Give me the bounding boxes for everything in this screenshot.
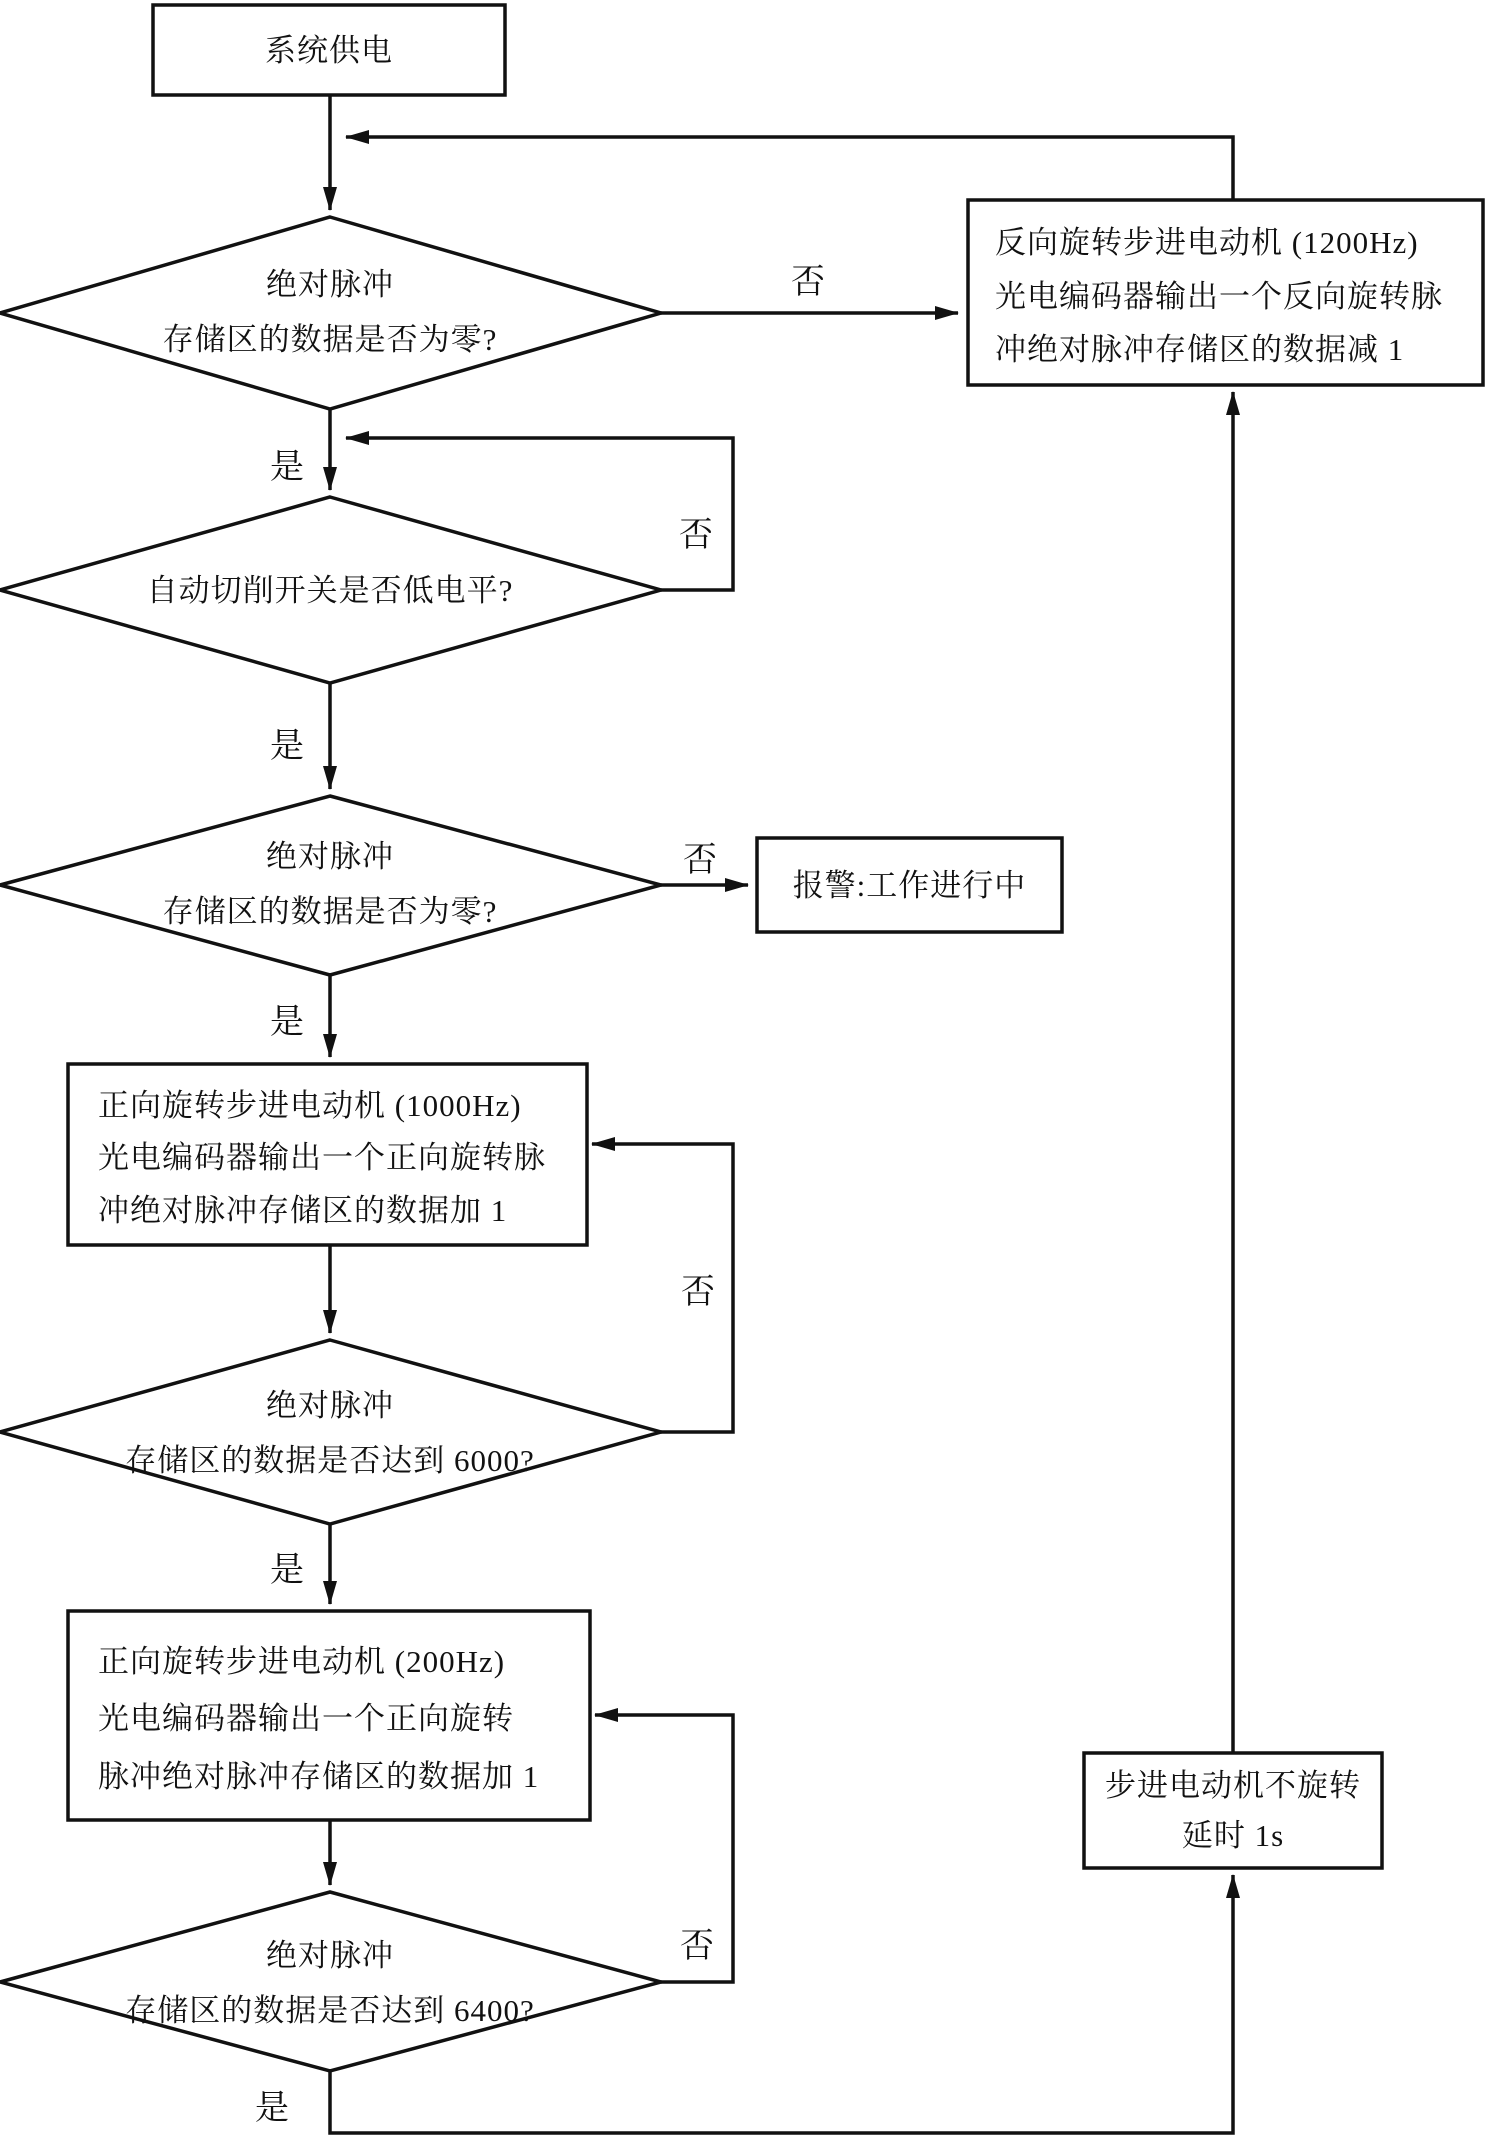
edge-reverse-return-top bbox=[346, 137, 1233, 200]
decision-1-line-2: 存储区的数据是否为零? bbox=[162, 322, 498, 357]
forward-200-line-2: 光电编码器输出一个正向旋转 bbox=[98, 1701, 514, 1736]
forward-200-line-1: 正向旋转步进电动机 (200Hz) bbox=[98, 1643, 506, 1679]
process-reverse-motor bbox=[995, 208, 1475, 378]
decision-3-line-1: 绝对脉冲 bbox=[266, 839, 394, 874]
alarm-line-1: 报警:工作进行中 bbox=[792, 867, 1027, 903]
delay-line-2: 延时 1s bbox=[1181, 1817, 1285, 1853]
decision-5-line-2: 存储区的数据是否达到 6400? bbox=[125, 1993, 535, 2028]
process-forward-motor-1000 bbox=[98, 1072, 578, 1237]
forward-1000-line-3: 冲绝对脉冲存储区的数据加 1 bbox=[98, 1192, 508, 1228]
decision-4-line-2: 存储区的数据是否达到 6000? bbox=[125, 1443, 535, 1478]
reverse-motor-line-1: 反向旋转步进电动机 (1200Hz) bbox=[995, 224, 1419, 260]
start-label: 系统供电 bbox=[265, 32, 393, 68]
decision-abs-pulse-zero-2 bbox=[30, 828, 630, 940]
decision-cut-switch bbox=[30, 563, 630, 618]
process-forward-motor-200 bbox=[98, 1623, 578, 1808]
edge-label-yes-5: 是 bbox=[255, 2089, 289, 2127]
decision-reached-6000 bbox=[30, 1377, 630, 1489]
forward-200-line-3: 脉冲绝对脉冲存储区的数据加 1 bbox=[98, 1758, 540, 1794]
edge-label-yes-3: 是 bbox=[270, 1003, 304, 1041]
edge-label-yes-1: 是 bbox=[270, 448, 304, 486]
edge-label-no-4: 否 bbox=[681, 1273, 715, 1311]
start-node bbox=[153, 5, 505, 95]
delay-line-1: 步进电动机不旋转 bbox=[1105, 1767, 1361, 1803]
decision-2-line-1: 自动切削开关是否低电平? bbox=[146, 573, 514, 608]
decision-abs-pulse-zero-1 bbox=[30, 256, 630, 368]
process-delay bbox=[1084, 1753, 1382, 1868]
forward-1000-line-2: 光电编码器输出一个正向旋转脉 bbox=[98, 1140, 546, 1175]
edge-label-yes-4: 是 bbox=[270, 1551, 304, 1589]
edge-label-no-5: 否 bbox=[680, 1927, 714, 1965]
reverse-motor-line-2: 光电编码器输出一个反向旋转脉 bbox=[995, 278, 1443, 314]
edge-label-no-3: 否 bbox=[683, 841, 717, 879]
decision-reached-6400 bbox=[30, 1927, 630, 2039]
reverse-motor-line-3: 冲绝对脉冲存储区的数据减 1 bbox=[995, 332, 1405, 368]
decision-1-line-1: 绝对脉冲 bbox=[266, 267, 394, 302]
decision-5-line-1: 绝对脉冲 bbox=[266, 1938, 394, 1973]
process-alarm bbox=[757, 838, 1062, 932]
edge-label-no-2: 否 bbox=[679, 516, 713, 554]
forward-1000-line-1: 正向旋转步进电动机 (1000Hz) bbox=[98, 1087, 522, 1123]
decision-4-line-1: 绝对脉冲 bbox=[266, 1388, 394, 1423]
edge-label-no-1: 否 bbox=[791, 263, 825, 301]
edge-label-yes-2: 是 bbox=[270, 727, 304, 765]
decision-3-line-2: 存储区的数据是否为零? bbox=[162, 894, 498, 929]
